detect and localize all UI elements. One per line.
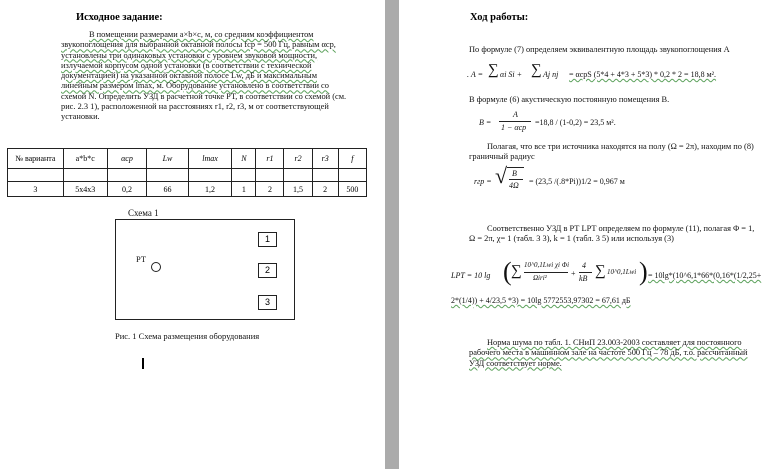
text-line: Полагая, что все три источника находятся на полу (Ω = 2π), находим по (8): [487, 142, 754, 151]
sum-symbol-icon: ∑: [511, 263, 522, 279]
task-line: схемой N. Определить УЗД в расчетной точке РТ, в соответствии со схемой (см.: [61, 91, 347, 101]
table-header-cell: r3: [312, 149, 338, 169]
text-line: Ω = 2π, χ= 1 (табл. 3 3), k = 1 (табл. 3 5) или используя (3): [469, 234, 674, 244]
formula-result: = 10lg*(10^6,1*66*(0,16*(1/2,25+: [648, 271, 762, 280]
formula-lhs: LРТ = 10 lg: [451, 271, 491, 280]
text-line: Норма шума по табл. 1. СНиП 23.003-2003 составляет для постоянного: [487, 338, 742, 347]
formula-denominator: 1 − αср: [501, 123, 527, 132]
table-header-cell: r2: [284, 149, 312, 169]
table-row: [8, 182, 367, 197]
unit-box-1: 1: [258, 232, 277, 247]
table-cell: 3: [8, 182, 64, 197]
table-cell: 2: [256, 182, 284, 197]
task-line: линейным размером lmax, м. Оборудование установлено в соответствии со: [61, 81, 329, 91]
formula-area: [474, 163, 734, 199]
formula-result: = αсрS (5*4 + 4*3 + 5*3) * 0,2 * 2 = 18,8 м².: [569, 70, 717, 79]
table-header-cell: f: [338, 149, 366, 169]
formula-sum2: Aj nj: [543, 70, 559, 79]
task-line: рис. 2.3 1), расположенной на расстояниях r1, r2, r3, м от соответствующей: [61, 101, 329, 111]
paragraph-2: В формуле (6) акустическую постоянную помещения B.: [469, 95, 670, 104]
formula-term2-num: 4: [582, 261, 586, 270]
sum-symbol-icon: ∑: [488, 62, 499, 78]
right-page: [399, 0, 783, 469]
sqrt-icon: √: [495, 163, 508, 188]
paragraph-1: По формуле (7) определяем эквивалентную площадь звукопоглощения A: [469, 45, 730, 54]
paren-open-icon: (: [503, 257, 512, 286]
table-header-cell: N: [232, 149, 256, 169]
fraction-bar: [509, 179, 523, 180]
left-page: [0, 0, 385, 469]
left-heading: Исходное задание:: [76, 12, 163, 23]
formula-term2-den: kB: [579, 274, 588, 283]
text-line: граничный радиус: [469, 152, 535, 162]
table-cell: 66: [147, 182, 188, 197]
text-line: УЗД соответствует норме.: [469, 358, 562, 368]
formula-term2-exp: 10^0,1Lwi: [607, 268, 637, 276]
formula-sum1: αi Si +: [500, 70, 523, 79]
task-line: В помещении размерами a×b×c, м, со средним коэффициентом: [89, 30, 314, 39]
scheme-diagram: [115, 219, 295, 320]
table-header-cell: lmax: [188, 149, 232, 169]
formula-term1-den: Ωiri²: [533, 274, 547, 282]
formula-term1-num: 10^0,1Lwi χi Φi: [524, 261, 570, 269]
table-header-cell: r1: [256, 149, 284, 169]
table-cell: 0,2: [107, 182, 147, 197]
table-cell: 2: [312, 182, 338, 197]
task-line: излучаемой корпусом одной установки (в соответствии с технической: [61, 60, 312, 70]
task-line: звукопоглощения для выбранной октавной полосы fср = 500 Гц, равным αср,: [61, 40, 336, 50]
unit-box-3: 3: [258, 295, 277, 310]
right-heading: Ход работы:: [470, 12, 529, 23]
formula-area: [467, 60, 777, 90]
scheme-title: Схема 1: [128, 208, 159, 218]
paren-close-icon: ): [639, 257, 648, 286]
table-spacer-row: [8, 169, 367, 182]
table-header-cell: Lw: [147, 149, 188, 169]
rt-point: [151, 262, 161, 272]
task-line: документацией) на указанной октавной полосе Lw, дБ и максимальным: [61, 71, 317, 80]
formula-lhs: B =: [479, 118, 492, 127]
fraction-bar: [499, 121, 531, 122]
sum-symbol-icon: ∑: [531, 62, 542, 78]
sqrt-bar: [507, 167, 524, 168]
table-header-cell: αср: [107, 149, 147, 169]
formula-lhs: . A =: [467, 70, 483, 79]
formula-area: [479, 110, 729, 136]
formula-numerator: A: [513, 110, 518, 119]
formula-denominator: 4Ω: [509, 181, 519, 190]
text-cursor: [142, 358, 144, 369]
table-cell: 5x4x3: [63, 182, 107, 197]
rt-label: РТ: [136, 254, 147, 264]
paragraph-4: [469, 224, 775, 245]
sum-symbol-icon: ∑: [595, 263, 606, 279]
formula-lhs: rгр =: [474, 177, 492, 186]
table-header-cell: № варианта: [8, 149, 64, 169]
text-line: Соответственно УЗД в РТ LРТ определяем по формуле (11), полагая Φ = 1,: [487, 224, 755, 233]
task-line: установки.: [61, 112, 100, 121]
fraction-bar: [524, 272, 568, 273]
paragraph-3: [469, 142, 769, 163]
formula-result: =18,8 / (1-0,2) = 23,5 м².: [535, 118, 616, 127]
fraction-bar: [579, 272, 592, 273]
variant-table: [7, 148, 367, 197]
table-cell: 1: [232, 182, 256, 197]
text-line: рабочего места в машинном зале на частоте 500 Гц – 78 дБ, т.о. рассчитанный: [469, 348, 748, 358]
table-cell: 500: [338, 182, 366, 197]
table-header-cell: a*b*c: [63, 149, 107, 169]
formula-result: = (23,5 /(.8*Pi))1/2 = 0,967 м: [529, 177, 625, 186]
unit-box-2: 2: [258, 263, 277, 278]
paragraph-5: [469, 338, 775, 369]
formula-plus: +: [571, 269, 576, 278]
formula-area: [451, 259, 781, 291]
task-line: установлены три одинаковых установки с уровнем звуковой мощности,: [61, 50, 318, 60]
table-cell: 1,2: [188, 182, 232, 197]
figure-caption: Рис. 1 Схема размещения оборудования: [115, 331, 260, 341]
formula-numerator: B: [512, 169, 517, 178]
table-cell: 1,5: [284, 182, 312, 197]
formula-continuation: 2*(1/4)) + 4/23,5 *3) = 10lg 5772553,97302 = 67,61 дБ: [451, 296, 631, 305]
table-header-row: [8, 149, 367, 169]
task-text: [61, 30, 369, 122]
